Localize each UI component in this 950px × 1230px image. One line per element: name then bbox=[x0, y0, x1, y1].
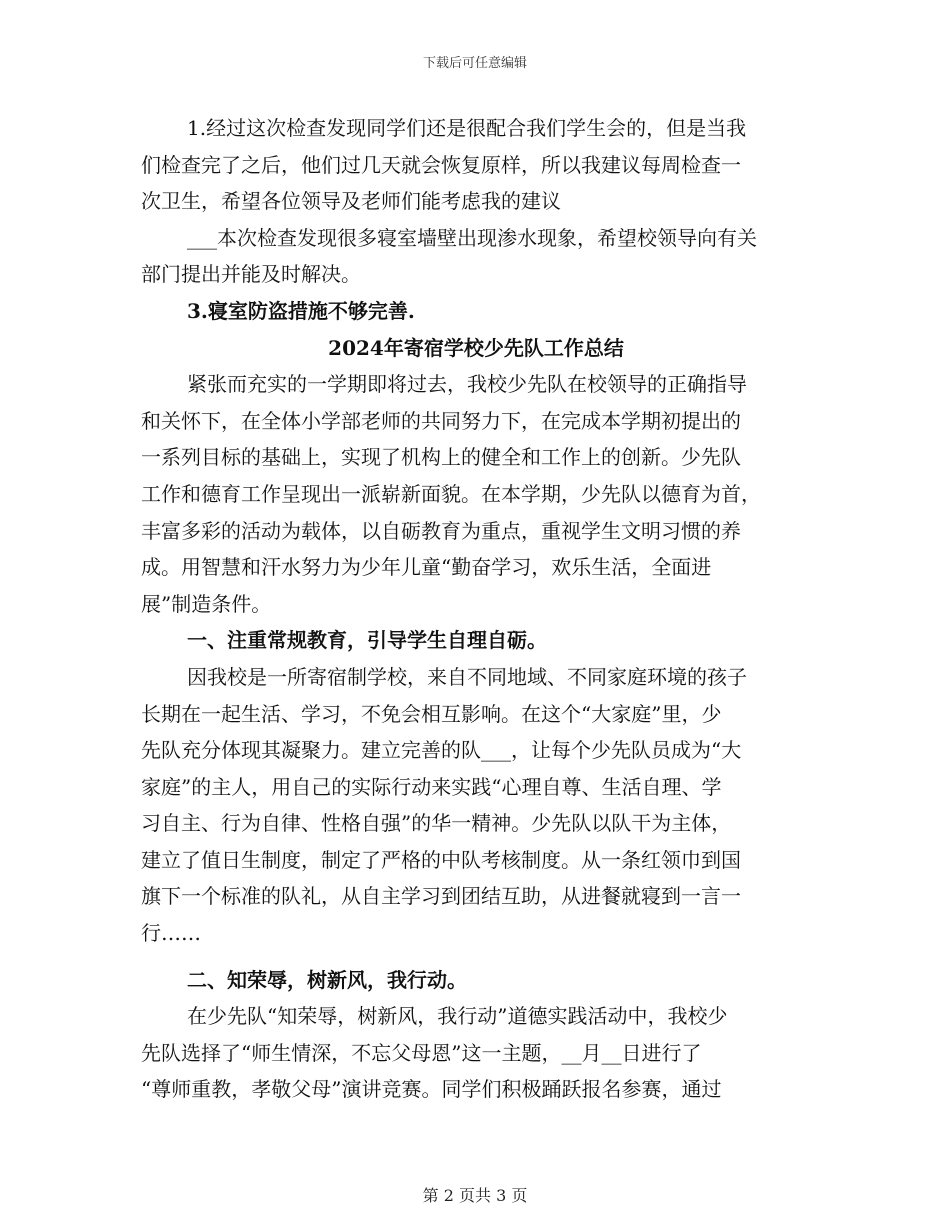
paragraph-line: 和关怀下，在全体小学部老师的共同努力下，在完成本学期初提出的 bbox=[141, 408, 741, 433]
paragraph-line: 先队充分体现其凝聚力。建立完善的队___，让每个少先队员成为“大 bbox=[141, 738, 742, 763]
page-footer: 第 2 页共 3 页 bbox=[422, 1186, 528, 1205]
paragraph-line: ___本次检查发现很多寝室墙壁出现渗水现象，希望校领导向有关 bbox=[187, 225, 757, 250]
paragraph-line: 先队选择了“师生情深，不忘父母恩”这一主题，__月__日进行了 bbox=[141, 1040, 702, 1065]
paragraph-line: 部门提出并能及时解决。 bbox=[141, 262, 361, 287]
paragraph-line: 家庭”的主人，用自己的实际行动来实践“心理自尊、生活自理、学 bbox=[141, 774, 722, 799]
paragraph-line: 在少先队“知荣辱，树新风，我行动”道德实践活动中，我校少 bbox=[187, 1004, 728, 1029]
paragraph-line: 建立了值日生制度，制定了严格的中队考核制度。从一条红领巾到国 bbox=[141, 847, 741, 872]
page-header: 下载后可任意编辑 bbox=[422, 56, 527, 71]
paragraph-line: 习自主、行为自律、性格自强”的华一精神。少先队以队干为主体， bbox=[141, 811, 732, 836]
paragraph-line: 成。用智慧和汗水努力为少年儿童“勤奋学习，欢乐生活，全面进 bbox=[141, 555, 712, 580]
paragraph-line: 行…… bbox=[141, 921, 201, 946]
section-heading: 二、知荣辱，树新风，我行动。 bbox=[187, 967, 467, 992]
paragraph-line: 工作和德育工作呈现出一派崭新面貌。在本学期，少先队以德育为首， bbox=[141, 481, 761, 506]
paragraph-line: 因我校是一所寄宿制学校，来自不同地域、不同家庭环境的孩子 bbox=[187, 664, 747, 689]
paragraph-line: 旗下一个标准的队礼，从自主学习到团结互助，从进餐就寝到一言一 bbox=[141, 884, 741, 909]
paragraph-gap bbox=[141, 952, 811, 962]
section-heading: 3.寝室防盗措施不够完善. bbox=[187, 298, 415, 323]
paragraph-line: “尊师重教，孝敬父母”演讲竞赛。同学们积极踊跃报名参赛，通过 bbox=[141, 1077, 722, 1102]
paragraph-line: 们检查完了之后，他们过几天就会恢复原样，所以我建议每周检查一 bbox=[141, 152, 741, 177]
section-heading: 一、注重常规教育，引导学生自理自砺。 bbox=[187, 628, 547, 653]
paragraph-line: 展”制造条件。 bbox=[141, 591, 272, 616]
paragraph-line: 一系列目标的基础上，实现了机构上的健全和工作上的创新。少先队 bbox=[141, 445, 741, 470]
document-body bbox=[141, 110, 811, 1108]
paragraph-line: 次卫生，希望各位领导及老师们能考虑我的建议 bbox=[141, 189, 561, 214]
paragraph-line: 1.经过这次检查发现同学们还是很配合我们学生会的，但是当我 bbox=[187, 116, 747, 140]
paragraph-line: 丰富多彩的活动为载体，以自砺教育为重点，重视学生文明习惯的养 bbox=[141, 518, 741, 543]
paragraph-line: 长期在一起生活、学习，不免会相互影响。在这个“大家庭”里，少 bbox=[141, 701, 722, 726]
document-title: 2024年寄宿学校少先队工作总结 bbox=[328, 335, 624, 360]
paragraph-line: 紧张而充实的一学期即将过去，我校少先队在校领导的正确指导 bbox=[187, 372, 747, 397]
